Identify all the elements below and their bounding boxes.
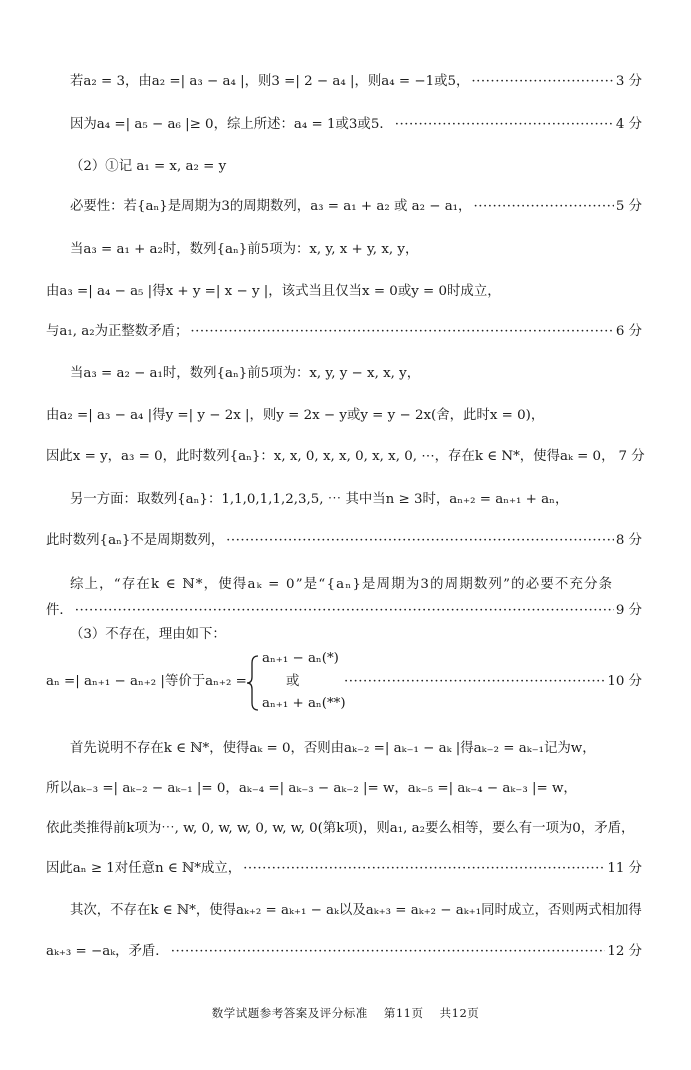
solution-line-2: 因为a₄ =| a₅ − a₆ |≥ 0，综上所述：a₄ = 1或3或5． ····· 4 分 xyxy=(70,113,642,132)
solution-line-9: 由a₂ =| a₃ − a₄ |得y =| y − 2x |，则y = 2x − y或y = y − 2x(舍，此时x = 0)， xyxy=(46,408,545,423)
solution-line-5: 当a₃ = a₁ + a₂时，数列{aₙ}前5项为：x, y, x + y, x, y， xyxy=(70,242,419,257)
equivalence-line: aₙ =| aₙ₊₁ − aₙ₊₂ |等价于aₙ₊₂ = ····· 10 分 xyxy=(46,670,642,689)
footer-title: 数学试题参考答案及评分标准 xyxy=(211,1006,368,1020)
leader-dots xyxy=(471,74,613,89)
solution-line-1: 若a₂ = 3，由a₂ =| a₃ − a₄ |，则3 =| 2 − a₄ |，则a₄ = −1或5， ····· 3 分 xyxy=(70,70,642,89)
score-mark: 5 分 xyxy=(615,199,642,214)
score-mark: 6 分 xyxy=(615,324,642,339)
score-mark: 11 分 xyxy=(607,861,642,876)
score-mark: 4 分 xyxy=(615,117,642,132)
solution-line-17: 首先说明不存在k ∈ ℕ*，使得aₖ = 0，否则由aₖ₋₂ =| aₖ₋₁ − aₖ |得aₖ₋₂ = aₖ₋₁记为w， xyxy=(70,741,596,756)
solution-line-6: 由a₃ =| a₄ − a₅ |得x + y =| x − y |，该式当且仅当x = 0或y = 0时成立， xyxy=(46,284,501,299)
score-mark: 8 分 xyxy=(615,533,642,548)
footer-page-total: 共12页 xyxy=(439,1006,480,1020)
leader-dots xyxy=(395,117,614,132)
piecewise-case-bottom: aₙ₊₁ + aₙ(**) xyxy=(262,696,346,711)
score-mark: 7 分 xyxy=(618,449,645,464)
score-mark: 12 分 xyxy=(607,944,642,959)
leader-dots xyxy=(171,944,606,959)
solution-line-21: 其次，不存在k ∈ ℕ*，使得aₖ₊₂ = aₖ₊₁ − aₖ以及aₖ₊₃ = aₖ₊₂ − aₖ₊₁同时成立，否则两式相加得 xyxy=(70,903,642,918)
piecewise-case-or: 或 xyxy=(286,674,300,689)
conclusion-line: 综上，“存在k ∈ ℕ*，使得aₖ = 0”是“{aₙ}是周期为3的周期数列”的必要不充分条 xyxy=(70,577,614,592)
conclusion-line-end: 件． ····· 9 分 xyxy=(46,599,642,618)
solution-line-8: 当a₃ = a₂ − a₁时，数列{aₙ}前5项为：x, y, y − x, x, y， xyxy=(70,366,421,381)
solution-line-4: 必要性：若{aₙ}是周期为3的周期数列，a₃ = a₁ + a₂ 或 a₂ − a₁， ····· 5 分 xyxy=(70,195,642,214)
page-footer xyxy=(0,1005,691,1021)
solution-line-12: 此时数列{aₙ}不是周期数列， ····· 8 分 xyxy=(46,529,642,548)
solution-line-22: aₖ₊₃ = −aₖ，矛盾． ····· 12 分 xyxy=(46,940,642,959)
piecewise-case-top: aₙ₊₁ − aₙ(*) xyxy=(262,651,339,666)
solution-line-11: 另一方面：取数列{aₙ}：1,1,0,1,1,2,3,5, ⋯ 其中当n ≥ 3时，aₙ₊₂ = aₙ₊₁ + aₙ， xyxy=(70,492,569,507)
part-3-heading: （3）不存在，理由如下： xyxy=(70,627,226,642)
leader-dots xyxy=(344,674,605,689)
left-brace xyxy=(246,655,260,711)
leader-dots xyxy=(75,603,614,618)
score-mark: 10 分 xyxy=(607,674,642,689)
footer-page-number: 第11页 xyxy=(383,1006,424,1020)
score-mark: 9 分 xyxy=(615,603,642,618)
solution-line-20: 因此aₙ ≥ 1对任意n ∈ ℕ*成立， ····· 11 分 xyxy=(46,857,642,876)
leader-dots xyxy=(243,861,605,876)
solution-line-18: 所以aₖ₋₃ =| aₖ₋₂ − aₖ₋₁ |= 0，aₖ₋₄ =| aₖ₋₃ − aₖ₋₂ |= w，aₖ₋₅ =| aₖ₋₄ − aₖ₋₃ |= w， xyxy=(46,781,577,796)
solution-line-10: 因此x = y，a₃ = 0，此时数列{aₙ}：x, x, 0, x, x, 0, x, x, 0, ⋯，存在k ∈ N*，使得aₖ = 0， 7 分 xyxy=(46,445,642,464)
leader-dots xyxy=(473,199,613,214)
solution-line-19: 依此类推得前k项为⋯, w, 0, w, w, 0, w, w, 0(第k项)，则a₁, a₂要么相等，要么有一项为0，矛盾， xyxy=(46,821,635,836)
leader-dots xyxy=(226,533,614,548)
leader-dots xyxy=(190,324,613,339)
solution-line-7: 与a₁, a₂为正整数矛盾； ····· 6 分 xyxy=(46,320,642,339)
part-2-heading: （2）①记 a₁ = x, a₂ = y xyxy=(70,159,227,174)
score-mark: 3 分 xyxy=(615,74,642,89)
